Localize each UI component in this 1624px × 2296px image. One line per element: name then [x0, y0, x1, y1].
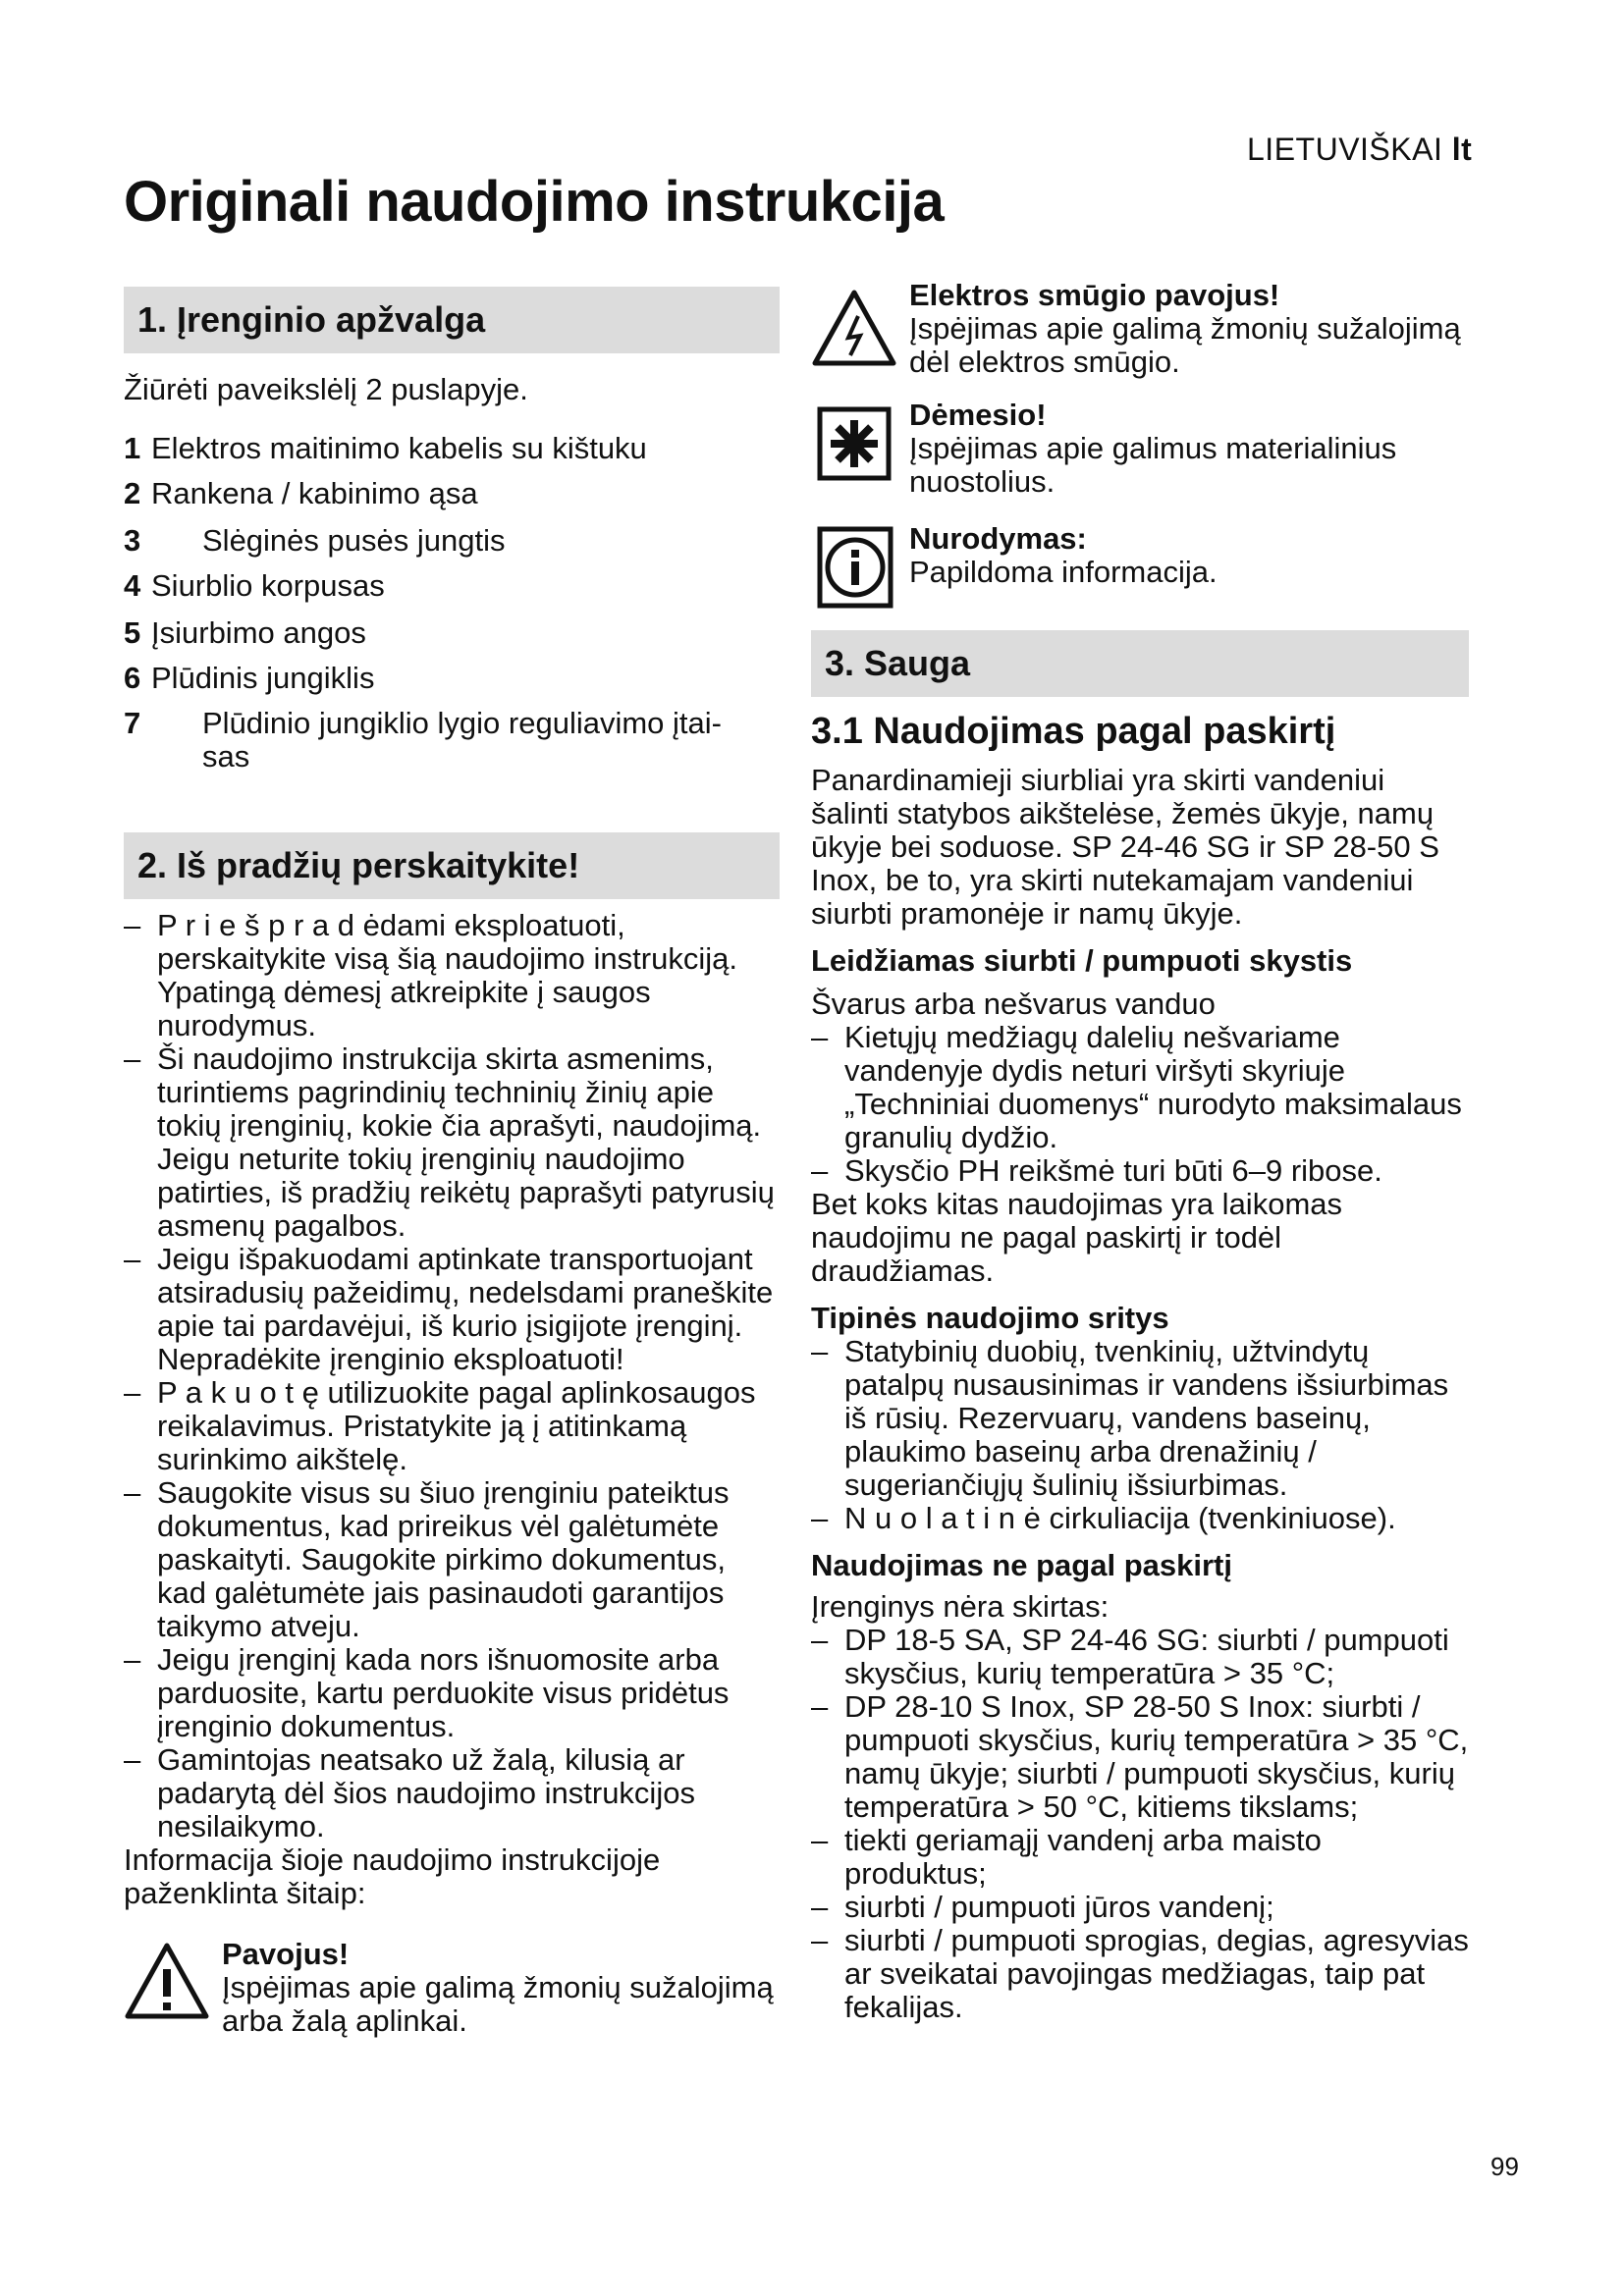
- list-item: 1 Elektros maitinimo kabelis su kištuku: [124, 431, 647, 465]
- language-label: LIETUVIŠKAI lt: [1247, 132, 1473, 167]
- attention-icon: [817, 406, 892, 481]
- list-item: – Ši naudojimo instrukcija skirta asmenims, turintiems pagrindinių techninių žinių apie tokių įrenginių, kokie čia aprašyti, naudojimą. Jeigu neturite tokių įrenginių naudojimo patirties, iš pradžių reikėtų paprašyti patyrusių asmenų pagalbos.: [124, 1041, 775, 1243]
- list-item: 7 Plūdinio jungiklio lygio reguliavimo įtai-sas: [124, 706, 722, 774]
- electric-title: Elektros smūgio pavojus!: [909, 278, 1280, 312]
- list-item: 5 Įsiurbimo angos: [124, 615, 366, 650]
- list-item: 3 Slėginės pusės jungtis: [124, 523, 506, 558]
- electric-text: Įspėjimas apie galimą žmonių sužalojimą dėl elektros smūgio.: [909, 311, 1461, 379]
- danger-text: Įspėjimas apie galimą žmonių sužalojimą arba žalą aplinkai.: [222, 1970, 774, 2038]
- list-item: – Kietųjų medžiagų dalelių nešvariame vandenyje dydis neturi viršyti skyriuje „Techniniai duomenys“ nurodyto maksimalaus granulių dydžio.: [811, 1020, 1462, 1154]
- page-number: 99: [1490, 2152, 1519, 2181]
- danger-title: Pavojus!: [222, 1937, 350, 1971]
- list-item: 6 Plūdinis jungiklis: [124, 661, 375, 695]
- list-item: – P a k u o t ę utilizuokite pagal aplinkosaugos reikalavimus. Pristatykite ją į atitinkamą surinkimo aikštelę.: [124, 1375, 756, 1476]
- liquid-intro: Švarus arba nešvarus vanduo: [811, 987, 1216, 1021]
- page-title: Originali naudojimo instrukcija: [124, 170, 945, 234]
- attention-text: Įspėjimas apie galimus materialinius nuostolius.: [909, 431, 1397, 499]
- electric-shock-icon: [811, 289, 897, 367]
- list-item: – DP 28-10 S Inox, SP 28-50 S Inox: siurbti / pumpuoti skysčius, kurių temperatūra > 35 °C, namų ūkyje; siurbti / pumpuoti skysčius, kurių temperatūra > 50 °C, kitiems tikslams;: [811, 1689, 1469, 1824]
- list-item: – tiekti geriamąjį vandenį arba maisto produktus;: [811, 1823, 1322, 1891]
- list-item: – DP 18-5 SA, SP 24-46 SG: siurbti / pumpuoti skysčius, kurių temperatūra > 35 °C;: [811, 1623, 1449, 1690]
- section1-heading: 1. Įrenginio apžvalga: [124, 287, 780, 353]
- list-item: – Statybinių duobių, tvenkinių, užtvindytų patalpų nusausinimas ir vandens išsiurbimas iš rūsių. Rezervuarų, vandens baseinų, plaukimo baseinų arba drenažinių / sugeriančiųjų šulinių išsiurbimas.: [811, 1334, 1449, 1502]
- liquid-heading: Leidžiamas siurbti / pumpuoti skystis: [811, 943, 1353, 978]
- list-item: – siurbti / pumpuoti jūros vandenį;: [811, 1890, 1274, 1924]
- liquid-outro: Bet koks kitas naudojimas yra laikomas naudojimu ne pagal paskirtį ir todėl draudžiamas.: [811, 1187, 1343, 1288]
- info-title: Nurodymas:: [909, 521, 1087, 556]
- section2-heading: 2. Iš pradžių perskaitykite!: [124, 832, 780, 899]
- misuse-heading: Naudojimas ne pagal paskirtį: [811, 1548, 1232, 1582]
- section3-1-text: Panardinamieji siurbliai yra skirti vandeniui šalinti statybos aikštelėse, žemės ūkyje, namų ūkyje bei soduose. SP 24-46 SG ir SP 28-50 S Inox, be to, yra skirti nutekamajam vandeniui siurbti pramonėje ir namų ūkyje.: [811, 763, 1439, 931]
- typical-heading: Tipinės naudojimo sritys: [811, 1301, 1169, 1335]
- info-notice: [811, 522, 1469, 611]
- section3-heading: 3. Sauga: [811, 630, 1469, 697]
- info-icon: [817, 526, 893, 609]
- section2-bullets: [124, 909, 780, 1843]
- marking-intro: Informacija šioje naudojimo instrukcijoje paženklinta šitaip:: [124, 1842, 661, 1910]
- list-item: 2 Rankena / kabinimo ąsa: [124, 476, 478, 510]
- list-item: – Jeigu įrenginį kada nors išnuomosite arba parduosite, kartu perduokite visus pridėtus įrenginio dokumentus.: [124, 1642, 730, 1743]
- list-item: – siurbti / pumpuoti sprogias, degias, agresyvias ar sveikatai pavojingas medžiagas, taip pat fekalijas.: [811, 1923, 1469, 2024]
- misuse-intro: Įrenginys nėra skirtas:: [811, 1589, 1110, 1624]
- list-item: – N u o l a t i n ė cirkuliacija (tvenkiniuose).: [811, 1501, 1396, 1535]
- danger-notice: [124, 1938, 780, 2038]
- component-list: [124, 432, 780, 774]
- electric-notice: [811, 279, 1469, 379]
- list-item: – Jeigu išpakuodami aptinkate transportuojant atsiradusių pažeidimų, nedelsdami praneškite apie tai pardavėjui, iš kurio įsigijote įrenginį. Nepradėkite įrenginio eksploatuoti!: [124, 1242, 774, 1376]
- attention-title: Dėmesio!: [909, 398, 1047, 432]
- section3-1-heading: 3.1 Naudojimas pagal paskirtį: [811, 711, 1336, 752]
- list-item: – P r i e š p r a d ėdami eksploatuoti, perskaitykite visą šią naudojimo instrukciją. Ypatingą dėmesį atkreipkite į saugos nurodymus.: [124, 908, 737, 1042]
- list-item: – Gamintojas neatsako už žalą, kilusią ar padarytą dėl šios naudojimo instrukcijos nesilaikymo.: [124, 1742, 695, 1843]
- warning-triangle-icon: [124, 1942, 210, 2020]
- left-column: [124, 287, 780, 2038]
- list-item: – Saugokite visus su šiuo įrenginiu pateiktus dokumentus, kad prireikus vėl galėtumėte paskaityti. Saugokite pirkimo dokumentus, kad galėtumėte jais pasinaudoti garantijos taikymo atveju.: [124, 1475, 730, 1643]
- info-text: Papildoma informacija.: [909, 555, 1218, 589]
- list-item: 4 Siurblio korpusas: [124, 568, 385, 603]
- right-column: [811, 279, 1469, 2024]
- attention-notice: [811, 399, 1469, 499]
- section1-intro: Žiūrėti paveikslėlį 2 puslapyje.: [124, 372, 528, 406]
- list-item: – Skysčio PH reikšmė turi būti 6–9 ribose.: [811, 1153, 1382, 1188]
